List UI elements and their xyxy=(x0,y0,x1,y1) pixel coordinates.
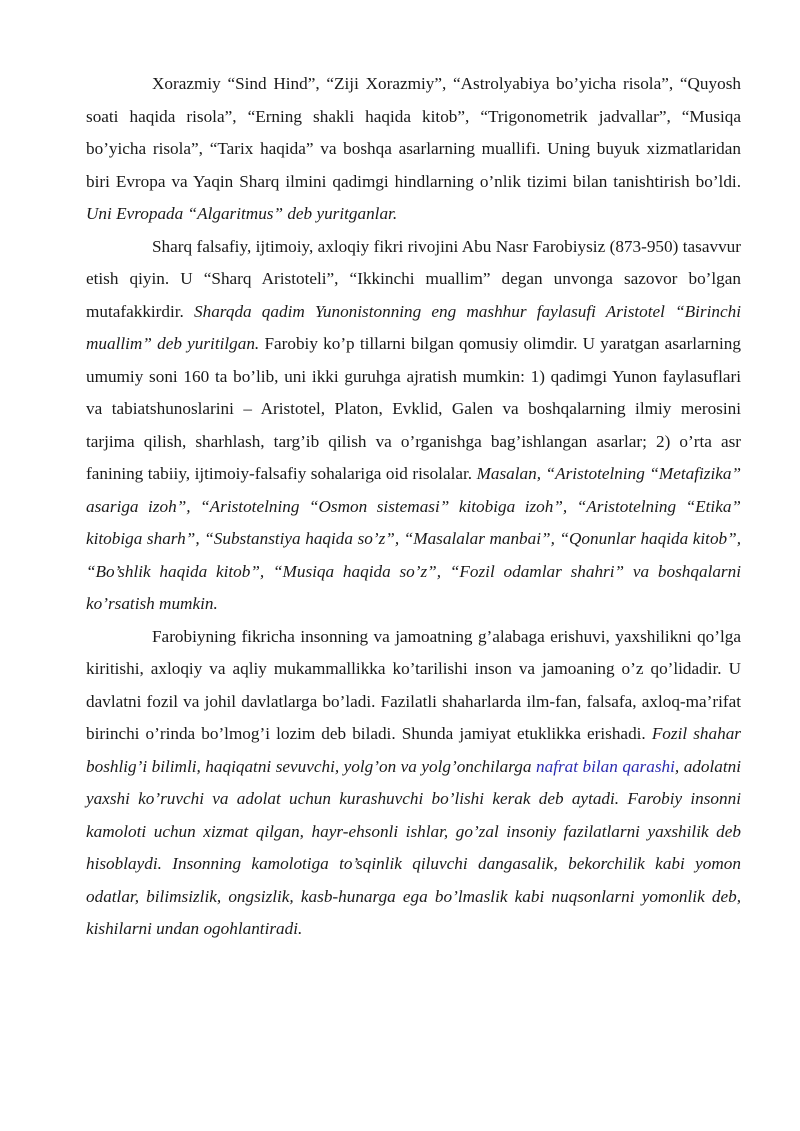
italic-segment: Masalan, “Aristotelning “Metafizika” asariga izoh”, “Aristotelning “Osmon sistemasi” kitobiga izoh”, “Aristotelning “Etika” kitobiga sharh”, “Substanstiya haqida so’z”, “Masalalar manbai”, “Qonunlar haqida kitob”, “Bo’shlik haqida kitob”, “Musiqa haqida so’z”, “Fozil odamlar shahri” va boshqalarni ko’rsatish mumkin. xyxy=(86,464,742,613)
paragraph-farobiy-works xyxy=(86,231,741,621)
hyperlink[interactable]: nafrat bilan qarashi xyxy=(536,756,675,776)
text-segment: Farobiy ko’p tillarni bilgan qomusiy olimdir. U yaratgan asarlarning umumiy soni 160 ta bo’lib, uni ikki guruhga ajratish mumkin: 1) qadimgi Yunon faylasuflari va tabiatshunoslarini – Aristotel, Platon, Evklid, Galen va boshqalarning ilmiy merosini tarjima qilish, sharhlash, targ’ib qilish va o’rganishga bag’ishlangan asarlar; 2) o’rta asr fanining tabiiy, ijtimoiy-falsafiy sohalariga oid risolalar. xyxy=(86,334,741,483)
italic-segment: Sharqda qadim Yunonistonning eng mashhur faylasufi Aristotel “Birinchi muallim” deb yuritilgan. xyxy=(86,301,741,353)
italic-segment: Fozil shahar boshlig’i bilimli, haqiqatni sevuvchi, yolg’on va yolg’onchilarga xyxy=(86,724,741,776)
paragraph-xorazmiy xyxy=(86,68,741,231)
text-segment: Sharq falsafiy, ijtimoiy, axloqiy fikri rivojini Abu Nasr Farobiysiz (873-950) tasavvur etish qiyin. U “Sharq Aristoteli”, “Ikkinchi muallim” degan unvonga sazovor bo’lgan mutafakkirdir. xyxy=(86,236,741,321)
text-segment: Xorazmiy “Sind Hind”, “Ziji Xorazmiy”, “Astrolyabiya bo’yicha risola”, “Quyosh soati haqida risola”, “Erning shakli haqida kitob”, “Trigonometrik jadvallar”, “Musiqa bo’yicha risola”, “Tarix haqida” va boshqa asarlarning muallifi. Uning buyuk xizmatlaridan biri Evropa va Yaqin Sharq ilmini qadimgi hindlarning o’nlik tizimi bilan tanishtirish bo’ldi. xyxy=(86,74,741,191)
italic-segment: , adolatni yaxshi ko’ruvchi va adolat uchun kurashuvchi bo’lishi kerak deb aytadi. Farobiy insonni kamoloti uchun xizmat qilgan, hayr-ehsonli ishlar, go’zal insoniy fazilatlarni yaxshilik deb hisoblaydi. Insonning kamolotiga to’sqinlik qiluvchi dangasalik, bekorchilik kabi yomon odatlar, bilimsizlik, ongsizlik, kasb-hunarga ega bo’lmaslik kabi nuqsonlarni yomonlik deb, kishilarni undan ogohlantiradi. xyxy=(86,756,741,938)
italic-segment: Uni Evropada “Algaritmus” deb yuritganlar. xyxy=(86,204,398,223)
paragraph-farobiy-views xyxy=(86,621,741,946)
text-segment: Farobiyning fikricha insonning va jamoatning g’alabaga erishuvi, yaxshilikni qo’lga kiritishi, axloqiy va aqliy mukammallikka ko’tarilishi inson va jamoaning o’z qo’lidadir. U davlatni fozil va johil davlatlarga bo’ladi. Fazilatli shaharlarda ilm-fan, falsafa, axloq-ma’rifat birinchi o’rinda bo’lmog’i lozim deb biladi. Shunda jamiyat etuklikka erishadi. xyxy=(86,626,741,743)
document-body xyxy=(86,68,741,946)
